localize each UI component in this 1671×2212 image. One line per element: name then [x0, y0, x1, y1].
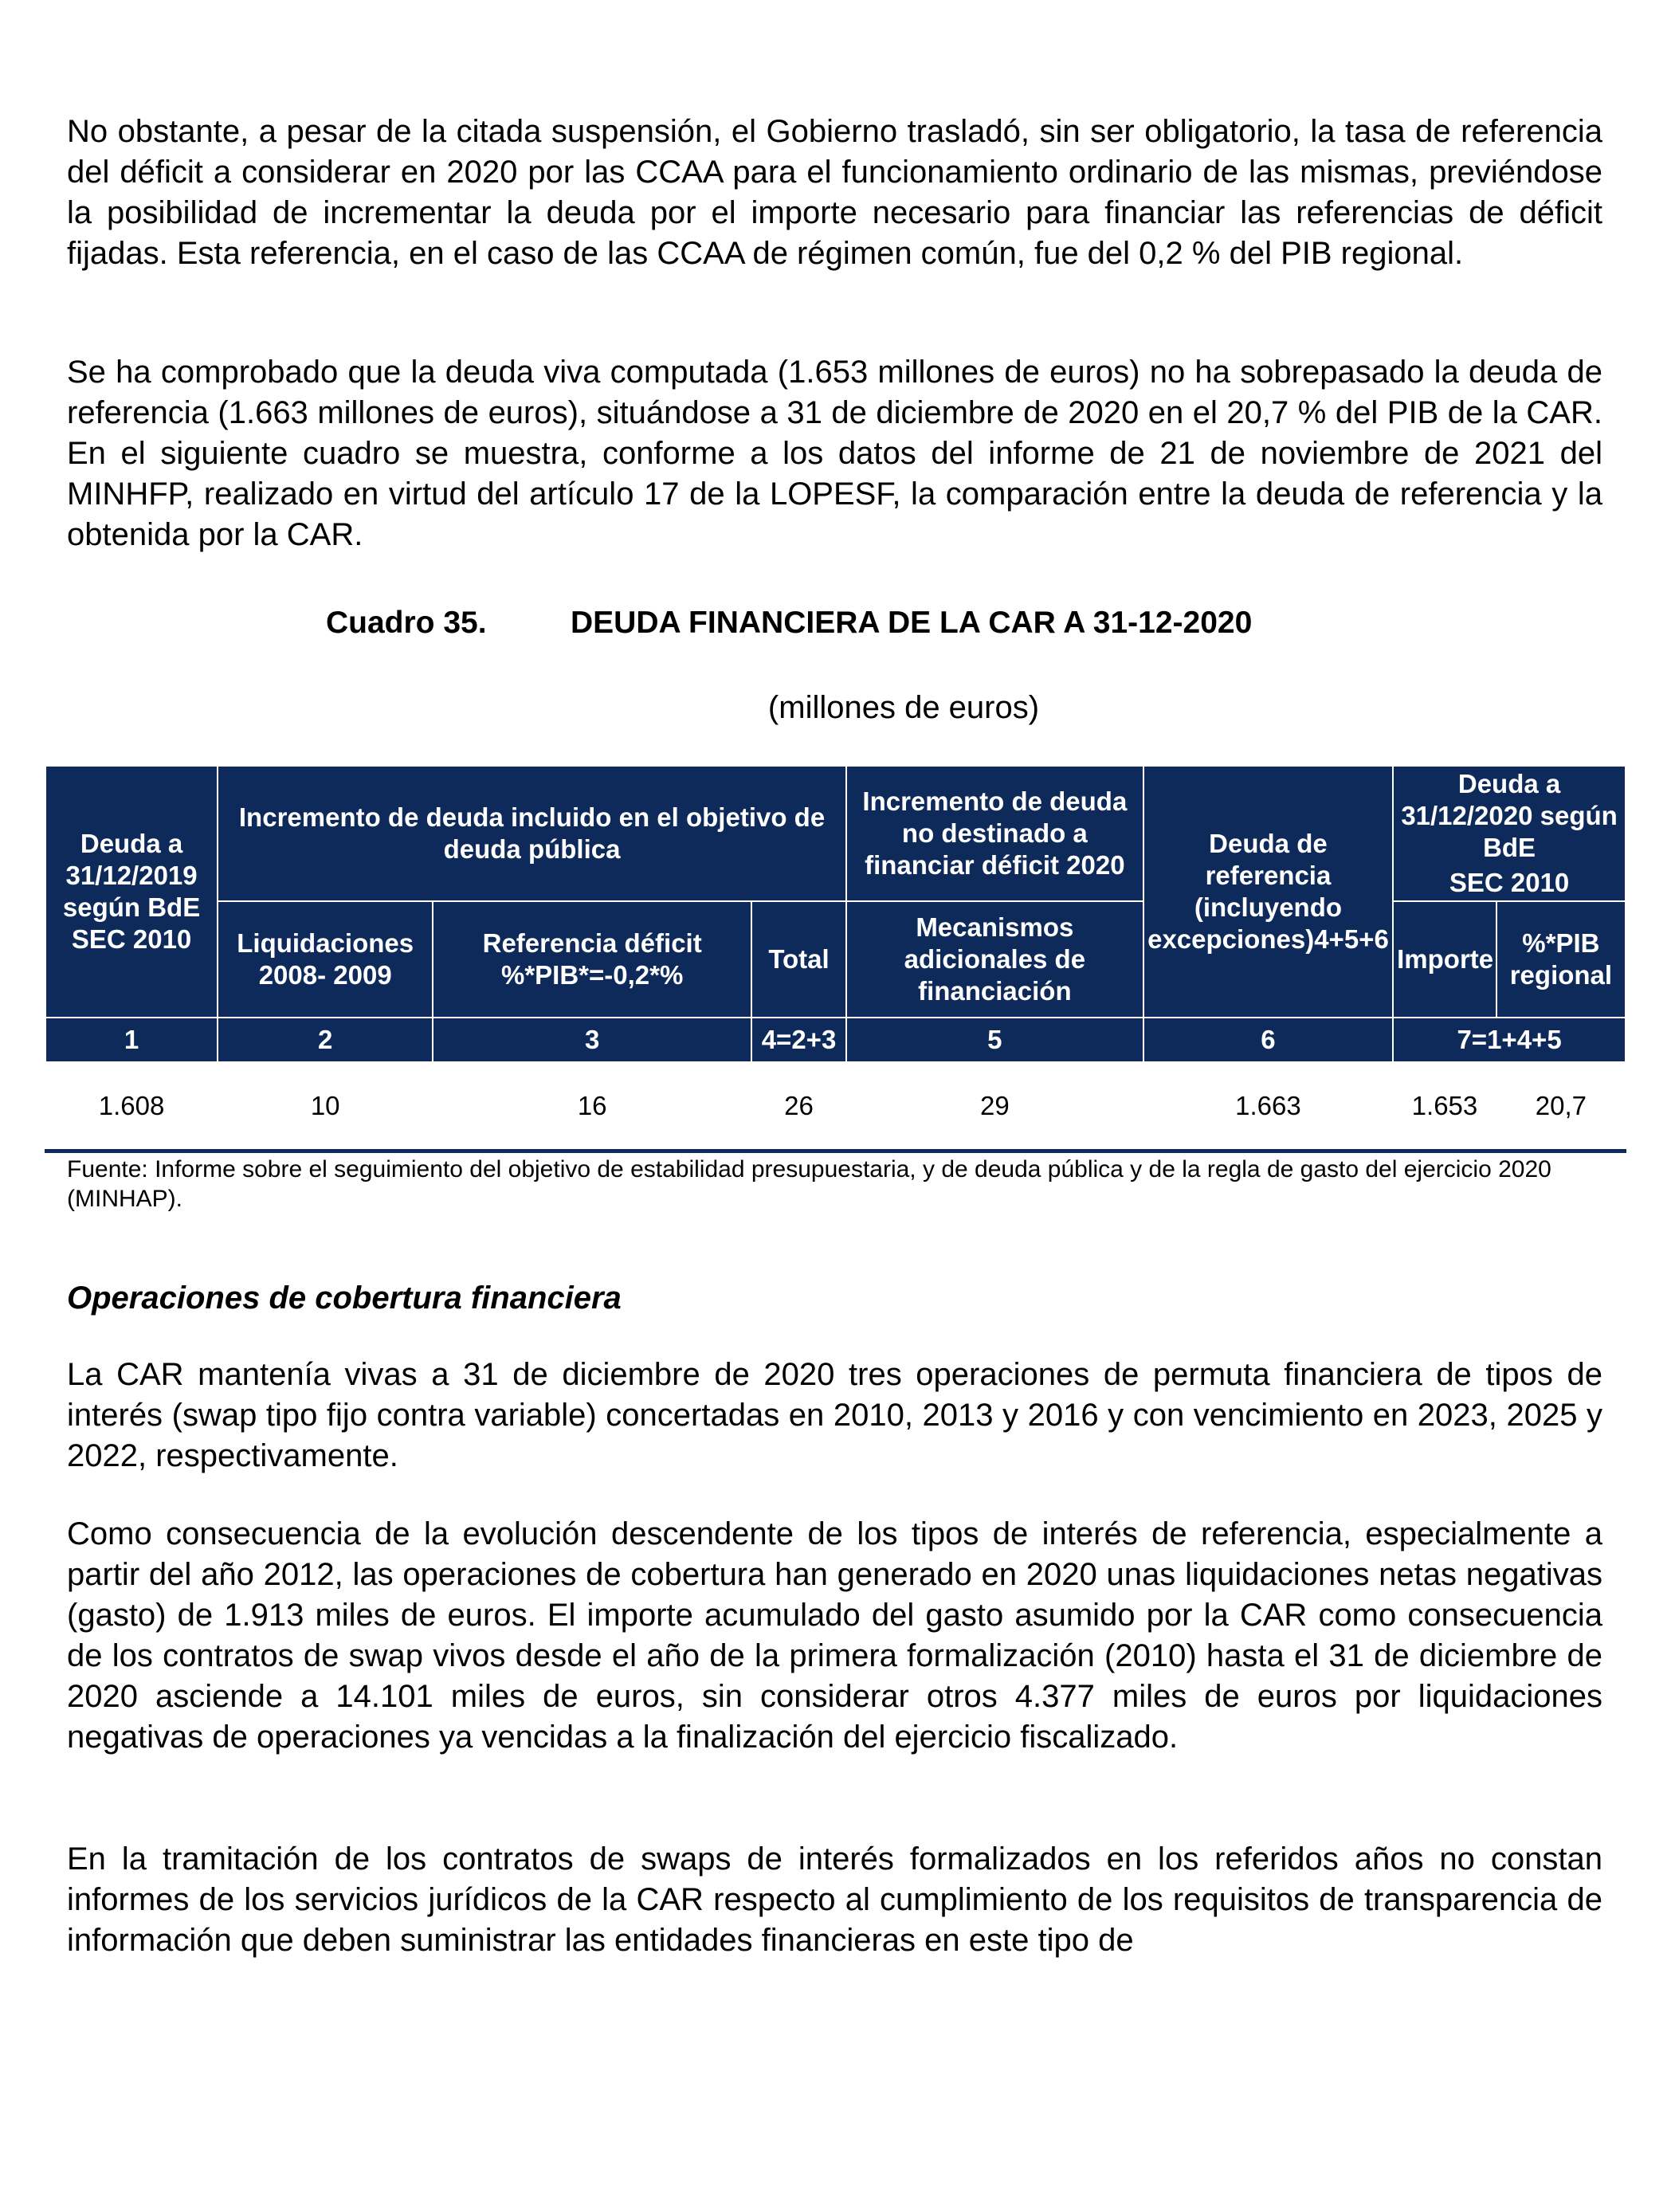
table-cell: 10 — [310, 1091, 340, 1120]
table-bottom-rule — [45, 1149, 1626, 1153]
column-number: 5 — [846, 1018, 1143, 1062]
paragraph-5: En la tramitación de los contratos de swaps de interés formalizados en los referidos años no constan informes de los servicios jurídicos de la CAR respecto al cumplimiento de los requisitos de transparencia de información que deben suministrar las entidades financieras en este tipo de — [67, 1841, 1602, 1958]
column-number: 1 — [45, 1018, 218, 1062]
header-deuda-2019: Deuda a 31/12/2019 según BdE SEC 2010 — [45, 766, 218, 1018]
header-deuda-2020-label: Deuda a 31/12/2020 según BdE — [1401, 769, 1618, 862]
section-heading: Operaciones de cobertura financiera — [67, 1281, 622, 1316]
table-cell: 16 — [577, 1091, 607, 1120]
paragraph-1: No obstante, a pesar de la citada suspensión, el Gobierno trasladó, sin ser obligatorio, la tasa de referencia del déficit a considerar en 2020 por las CCAA para el funcionamiento ordinario de las mismas, previéndose la posibilidad de incrementar la deuda por el importe necesario para financiar las referencias de déficit fijadas. Esta referencia, en el caso de las CCAA de régimen común, fue del 0,2 % del PIB regional. — [67, 114, 1602, 271]
header-pib-regional: %*PIB regional — [1496, 901, 1626, 1018]
table-cell: 29 — [980, 1091, 1010, 1120]
column-number: 4=2+3 — [751, 1018, 846, 1062]
column-number: 6 — [1143, 1018, 1393, 1062]
source-note: Fuente: Informe sobre el seguimiento del objetivo de estabilidad presupuestaria, y de deuda pública y de la regla de gasto del ejercicio 2020 (MINHAP). — [67, 1156, 1551, 1212]
table-cell: 1.608 — [98, 1091, 165, 1120]
header-importe: Importe — [1393, 901, 1496, 1018]
table-cell: 26 — [784, 1091, 814, 1120]
column-number: 7=1+4+5 — [1393, 1018, 1626, 1062]
header-total: Total — [751, 901, 846, 1018]
header-incremento-no-destinado: Incremento de deuda no destinado a financiar déficit 2020 — [846, 766, 1143, 901]
debt-table-container — [45, 765, 1626, 1153]
table-number: Cuadro 35. — [326, 606, 487, 640]
table-caption — [67, 606, 1602, 647]
paragraph-2: Se ha comprobado que la deuda viva computada (1.653 millones de euros) no ha sobrepasado la deuda de referencia (1.663 millones de euros), situándose a 31 de diciembre de 2020 en el 20,7 % del PIB de la CAR. En el siguiente cuadro se muestra, conforme a los datos del informe de 21 de noviembre de 2021 del MINHFP, realizado en virtud del artículo 17 de la LOPESF, la comparación entre la deuda de referencia y la obtenida por la CAR. — [67, 355, 1602, 552]
header-incremento-objetivo: Incremento de deuda incluido en el objetivo de deuda pública — [218, 766, 846, 901]
header-referencia-deficit: Referencia déficit %*PIB*=-0,2*% — [433, 901, 751, 1018]
table-units: (millones de euros) — [767, 690, 1040, 725]
table-title: DEUDA FINANCIERA DE LA CAR A 31-12-2020 — [571, 606, 1253, 640]
header-deuda-referencia: Deuda de referencia (incluyendo excepciones)4+5+6 — [1143, 766, 1393, 1018]
header-sec-2010: SEC 2010 — [1449, 868, 1570, 897]
header-liquidaciones: Liquidaciones 2008- 2009 — [218, 901, 433, 1018]
table-cell: 20,7 — [1535, 1091, 1587, 1120]
table-cell: 1.663 — [1235, 1091, 1301, 1120]
paragraph-4: Como consecuencia de la evolución descendente de los tipos de interés de referencia, especialmente a partir del año 2012, las operaciones de cobertura han generado en 2020 unas liquidaciones netas negativas (gasto) de 1.913 miles de euros. El importe acumulado del gasto asumido por la CAR como consecuencia de los contratos de swap vivos desde el año de la primera formalización (2010) hasta el 31 de diciembre de 2020 asciende a 14.101 miles de euros, sin considerar otros 4.377 miles de euros por liquidaciones negativas de operaciones ya vencidas a la finalización del ejercicio fiscalizado. — [67, 1516, 1602, 1755]
column-number: 3 — [433, 1018, 751, 1062]
debt-table — [45, 765, 1626, 1149]
table-cell: 1.653 — [1411, 1091, 1478, 1120]
column-number: 2 — [218, 1018, 433, 1062]
table-row — [45, 1062, 1626, 1149]
header-deuda-2020 — [1393, 766, 1626, 901]
header-mecanismos: Mecanismos adicionales de financiación — [846, 901, 1143, 1018]
paragraph-3: La CAR mantenía vivas a 31 de diciembre de 2020 tres operaciones de permuta financiera de tipos de interés (swap tipo fijo contra variable) concertadas en 2010, 2013 y 2016 y con vencimiento en 2023, 2025 y 2022, respectivamente. — [67, 1357, 1602, 1473]
